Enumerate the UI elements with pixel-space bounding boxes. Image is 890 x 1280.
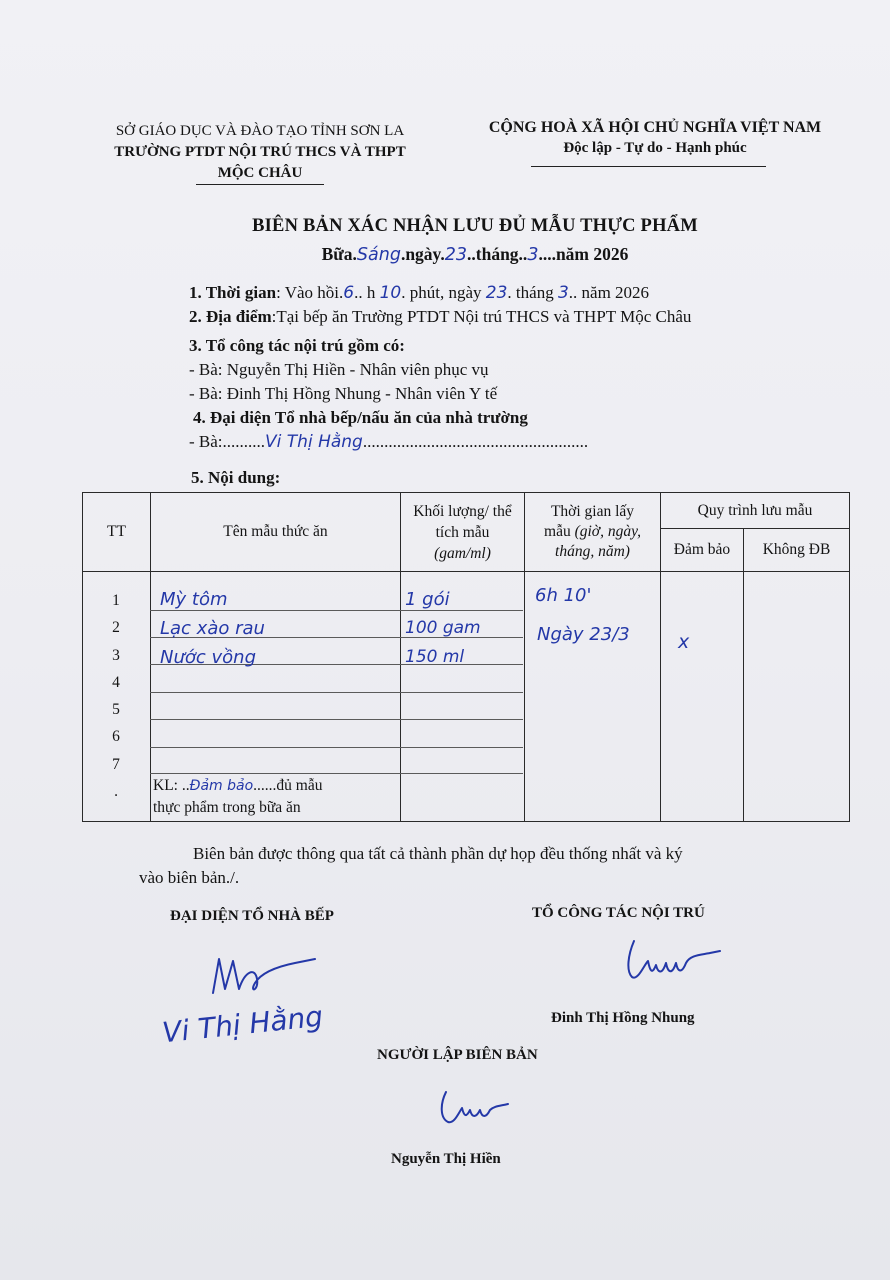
ok-check-mark: x: [678, 631, 690, 653]
time-month: 3: [557, 283, 569, 303]
time-column: [525, 572, 661, 822]
nation-title: CỘNG HOÀ XÃ HỘI CHỦ NGHĨA VIỆT NAM: [488, 119, 822, 136]
header-weight-unit: (gam/ml): [434, 544, 491, 562]
document-title: BIÊN BẢN XÁC NHẬN LƯU ĐỦ MẪU THỰC PHẨM: [252, 216, 698, 236]
section-location-label: 2. Địa điểm: [189, 307, 272, 326]
time-text-d: . tháng: [507, 283, 558, 302]
row-line-4: [150, 692, 523, 693]
row-number: .: [114, 783, 118, 801]
reporter-name: Nguyễn Thị Hiền: [391, 1151, 501, 1167]
time-text-a: : Vào hồi.: [276, 283, 344, 302]
meal-day: 23: [444, 245, 468, 265]
header-not-ok: Không ĐB: [744, 529, 850, 572]
boarding-sign-title: TỔ CÔNG TÁC NỘI TRÚ: [532, 905, 705, 921]
meal-prefix: Bữa.: [321, 244, 357, 264]
not-ok-column: [744, 572, 850, 822]
time-text-c: . phút, ngày: [401, 283, 486, 302]
section-kitchen-label: 4. Đại diện Tổ nhà bếp/nấu ăn của nhà trường: [193, 408, 528, 427]
department-name: SỞ GIÁO DỤC VÀ ĐÀO TẠO TỈNH SƠN LA: [115, 123, 405, 139]
row-number: 4: [112, 673, 120, 691]
closing-line-1: Biên bản được thông qua tất cả thành phần dự họp đều thống nhất và ký: [193, 844, 683, 863]
item-name-3: Nước vồng: [160, 647, 257, 668]
row-numbers: [82, 587, 150, 805]
row-line-1: [150, 610, 523, 611]
sample-date: Ngày 23/3: [537, 624, 630, 645]
row-number: 1: [112, 592, 120, 609]
conclusion-line1: [153, 775, 398, 797]
header-ok: Đảm bảo: [661, 529, 744, 572]
header-right: [470, 117, 840, 159]
header-left-underline: [196, 184, 324, 185]
kitchen-rep-line: [189, 430, 588, 454]
boarding-signature: [620, 935, 730, 985]
meal-year: ....năm 2026: [538, 244, 629, 264]
row-number: 7: [112, 755, 120, 773]
time-day: 23: [485, 283, 508, 303]
reporter-sign-title: NGƯỜI LẬP BIÊN BẢN: [377, 1047, 538, 1063]
section-team-label: 3. Tổ công tác nội trú gồm có:: [189, 336, 405, 355]
conclusion-hand: Đảm bảo: [189, 778, 254, 794]
section-time: [189, 281, 649, 305]
time-text-b: .. h: [354, 283, 380, 302]
row-number: 5: [112, 701, 120, 719]
meal-value: Sáng: [356, 245, 401, 265]
header-weight: [401, 493, 525, 572]
item-weight-3: 150 ml: [405, 647, 465, 667]
conclusion-suffix: ......đủ mẫu: [253, 777, 323, 794]
kitchen-rep-suffix: .....................................................: [362, 432, 589, 451]
boarding-signer-name: Đinh Thị Hồng Nhung: [551, 1010, 695, 1026]
header-right-underline: [531, 166, 766, 167]
time-text-e: .. năm 2026: [568, 283, 650, 302]
row-number: 6: [112, 728, 120, 746]
reporter-signature: [436, 1088, 516, 1128]
section-location-text: :Tại bếp ăn Trường PTDT Nội trú THCS và THPT Mộc Châu: [271, 307, 692, 326]
conclusion: [153, 775, 398, 818]
motto: Độc lập - Tự do - Hạnh phúc: [563, 140, 747, 156]
row-line-6: [150, 747, 523, 748]
ok-column: [661, 572, 744, 822]
meal-line: [150, 242, 800, 267]
row-number: 3: [112, 646, 120, 664]
team-member-1: - Bà: Nguyễn Thị Hiền - Nhân viên phục vụ: [189, 360, 489, 379]
row-line-5: [150, 719, 523, 720]
meal-month: 3: [527, 245, 539, 265]
header-time: [525, 493, 661, 572]
kitchen-signature: [205, 945, 325, 1005]
header-weight-l2: tích mẫu: [435, 523, 490, 541]
school-name: TRƯỜNG PTDT NỘI TRÚ THCS VÀ THPT: [114, 144, 406, 160]
section-time-label: 1. Thời gian: [189, 283, 277, 302]
row-line-7: [150, 773, 523, 774]
header-time-l2: [525, 522, 660, 542]
header-tt: TT: [83, 493, 151, 572]
header-time-unit2: tháng, năm): [555, 543, 630, 560]
kitchen-rep-prefix: - Bà:..........: [189, 432, 266, 451]
closing-line-2: vào biên bản./.: [139, 868, 240, 887]
sample-time: 6h 10': [535, 585, 592, 606]
item-weight-1: 1 gói: [405, 589, 450, 610]
row-number: 2: [112, 619, 120, 637]
conclusion-line2: thực phẩm trong bữa ăn: [153, 799, 301, 816]
header-left: [90, 121, 430, 184]
header-process: Quy trình lưu mẫu: [661, 493, 850, 529]
section-content-label: 5. Nội dung:: [191, 468, 281, 487]
item-name-1: Mỳ tôm: [160, 589, 228, 610]
header-time-unit: (giờ, ngày,: [574, 523, 641, 540]
conclusion-prefix: KL: ..: [153, 777, 190, 794]
header-time-mau: mẫu: [544, 523, 571, 540]
meal-month-label: ..tháng..: [467, 244, 528, 264]
item-weight-2: 100 gam: [405, 618, 481, 638]
header-time-l1: Thời gian lấy: [550, 503, 635, 520]
meal-day-label: .ngày.: [400, 244, 445, 264]
kitchen-rep-name: Vi Thị Hằng: [265, 432, 363, 452]
time-hour: 6: [343, 283, 355, 303]
kitchen-sign-title: ĐẠI DIỆN TỔ NHÀ BẾP: [170, 908, 334, 924]
section-location: [189, 305, 691, 329]
kitchen-rep-name-hand: Vi Thị Hằng: [160, 999, 325, 1050]
header-food-name: Tên mẫu thức ăn: [151, 493, 401, 572]
time-minute: 10: [379, 283, 402, 303]
item-name-2: Lạc xào rau: [160, 618, 265, 639]
school-name-2: MỘC CHÂU: [217, 165, 303, 181]
header-weight-l1: Khối lượng/ thể: [413, 502, 512, 520]
team-member-2: - Bà: Đinh Thị Hồng Nhung - Nhân viên Y tế: [189, 384, 498, 403]
